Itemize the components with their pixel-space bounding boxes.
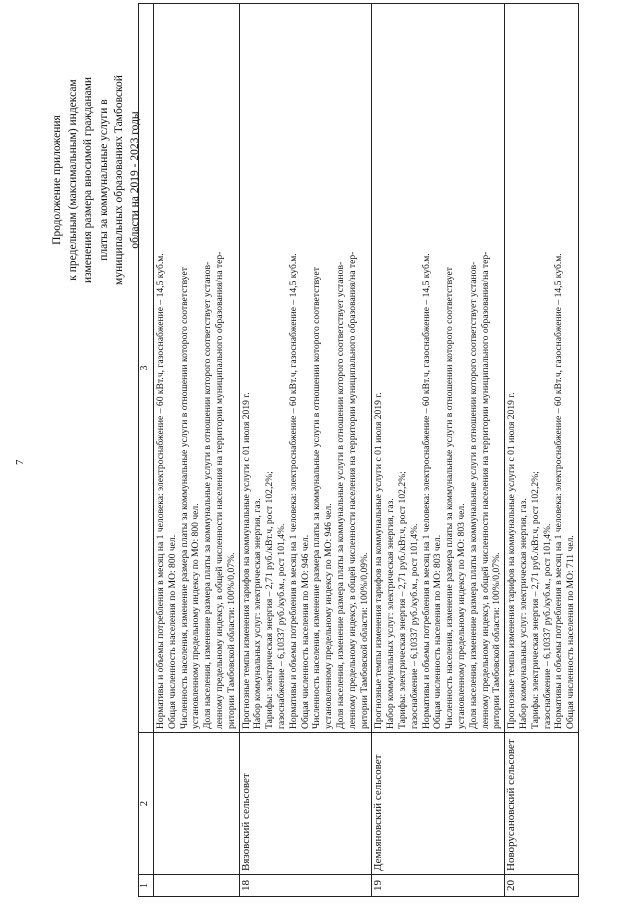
detail-line: Доля населения, изменение размера платы за коммунальные услуги в отношении которого соответствует установ- xyxy=(467,261,479,729)
header-col-1: 1 xyxy=(139,875,154,897)
detail-line: газоснабжение – 6,10337 руб./куб.м., рост 101,4%. xyxy=(275,523,287,729)
detail-line: установленному предельному индексу по МО: 800 чел. xyxy=(190,503,202,729)
detail-line: Численность населения, изменение размера платы за коммунальные услуги в отношении которого соответствует xyxy=(444,267,456,729)
table-row xyxy=(505,4,579,897)
detail-line: Прогнозные темпы изменения тарифов на коммунальные услуги с 01 июля 2019 г. xyxy=(373,392,385,729)
municipality-name-cell: Вязовский сельсовет xyxy=(239,733,372,875)
row-details-cell xyxy=(154,4,240,733)
detail-line: Доля населения, изменение размера платы за коммунальные услуги в отношении которого соответствует установ- xyxy=(202,261,214,729)
detail-line: Прогнозные темпы изменения тарифов на коммунальные услуги с 01 июля 2019 г. xyxy=(506,392,518,729)
municipality-name-cell: Новорусановский сельсовет xyxy=(505,733,579,875)
detail-line: Общая численность населения по МО: 800 чел. xyxy=(166,534,178,729)
detail-line: Нормативы и объемы потребления в месяц на 1 человека: электроснабжение – 60 кВт.ч, газоснабжение – 14,5 куб.м. xyxy=(420,253,432,729)
table-header-row xyxy=(139,4,154,897)
detail-line: Численность населения, изменение размера платы за коммунальные услуги в отношении которого соответствует xyxy=(311,267,323,729)
detail-line: Набор коммунальных услуг: электрическая энергия, газ. xyxy=(252,498,264,729)
detail-line: Общая численность населения по МО: 711 чел. xyxy=(565,535,577,729)
table-row-continuation xyxy=(154,4,240,897)
detail-line: ленному предельному индексу, в общей численности населения на территории муниципального образования/на тер- xyxy=(213,251,225,729)
row-details-cell xyxy=(372,4,505,733)
row-number-cell: 18 xyxy=(239,875,372,897)
detail-line: Прогнозные темпы изменения тарифов на коммунальные услуги с 01 июля 2019 г. xyxy=(240,392,252,729)
detail-line: установленному предельному индексу по МО: 946 чел. xyxy=(323,503,335,729)
detail-line: установленному предельному индексу по МО: 803 чел. xyxy=(455,503,467,729)
detail-line: ритории Тамбовской области: 100%/0,07%. xyxy=(491,552,503,729)
header-col-2: 2 xyxy=(139,733,154,875)
row-details-cell xyxy=(505,4,579,733)
detail-line: Нормативы и объемы потребления в месяц на 1 человека: электроснабжение – 60 кВт.ч, газоснабжение – 14,5 куб.м. xyxy=(287,253,299,729)
caption-line: Продолжение приложения xyxy=(51,115,63,245)
detail-line: ритории Тамбовской области: 100%/0,07%. xyxy=(225,552,237,729)
row-number-cell xyxy=(154,875,240,897)
caption-line: муниципальных образованиях Тамбовской xyxy=(113,75,125,285)
detail-line: Тарифы: электрическая энергия – 2,71 руб./кВт.ч, рост 102,2%; xyxy=(529,471,541,729)
detail-line: ленному предельному индексу, в общей численности населения на территории муниципального образования/на тер- xyxy=(346,251,358,729)
index-table xyxy=(138,3,579,897)
row-name-cell xyxy=(154,733,240,875)
caption-line: области на 2019 - 2023 годы xyxy=(128,111,141,249)
detail-line: ритории Тамбовской области: 100%/0,09%. xyxy=(358,552,370,729)
detail-line: Доля населения, изменение размера платы за коммунальные услуги в отношении которого соответствует установ- xyxy=(334,261,346,729)
detail-line: ленному предельному индексу, в общей численности населения на территории муниципального образования/на тер- xyxy=(479,251,491,729)
row-number-cell: 19 xyxy=(372,875,505,897)
detail-line: газоснабжение – 6,10337 руб./куб.м., рост 101,4%. xyxy=(541,523,553,729)
caption-line: изменения размера вносимой гражданами xyxy=(82,76,94,284)
detail-line: Нормативы и объемы потребления в месяц на 1 человека: электроснабжение – 60 кВт.ч, газоснабжение – 14,5 куб.м. xyxy=(553,253,565,729)
appendix-caption xyxy=(50,15,143,345)
detail-line: Набор коммунальных услуг: электрическая энергия, газ. xyxy=(517,498,529,729)
row-details-cell xyxy=(239,4,372,733)
table-row xyxy=(372,4,505,897)
table-row xyxy=(239,4,372,897)
header-col-3: 3 xyxy=(139,4,154,733)
municipality-name-cell: Демьяновский сельсовет xyxy=(372,733,505,875)
caption-line: платы за коммунальные услуги в xyxy=(97,99,110,261)
detail-line: Набор коммунальных услуг: электрическая энергия, газ. xyxy=(385,498,397,729)
detail-line: Общая численность населения по МО: 946 чел. xyxy=(299,534,311,729)
row-number-cell: 20 xyxy=(505,875,579,897)
caption-line: к предельным (максимальным) индексам xyxy=(66,79,79,281)
detail-line: Нормативы и объемы потребления в месяц на 1 человека: электроснабжение – 60 кВт.ч, газоснабжение – 14,5 куб.м. xyxy=(155,253,166,729)
page-number: 7 xyxy=(14,459,26,465)
detail-line: Численность населения, изменение размера платы за коммунальные услуги в отношении которого соответствует xyxy=(178,267,190,729)
detail-line: Общая численность населения по МО: 803 чел. xyxy=(432,534,444,729)
detail-line: Тарифы: электрическая энергия – 2,71 руб./кВт.ч, рост 102,2%; xyxy=(396,471,408,729)
detail-line: газоснабжение – 6,10337 руб./куб.м., рост 101,4%. xyxy=(408,523,420,729)
detail-line: Тарифы: электрическая энергия – 2,71 руб./кВт.ч, рост 102,2%; xyxy=(264,471,276,729)
